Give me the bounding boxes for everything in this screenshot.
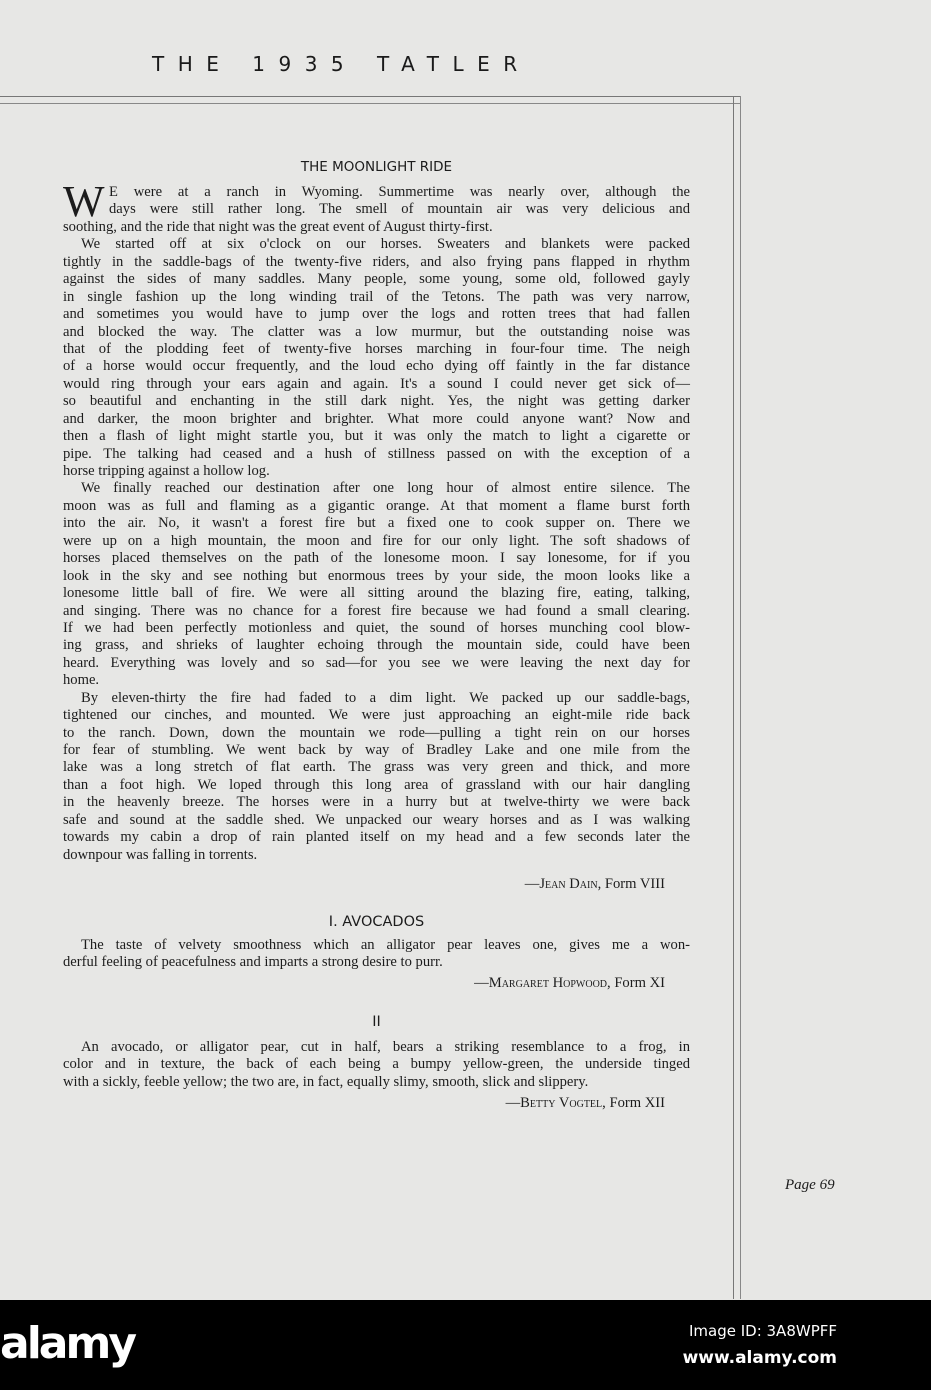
text-line: color and in texture, the back of each being a bumpy yellow-green, the underside tinged xyxy=(63,1056,690,1073)
text-line: If we had been perfectly motionless and quiet, the sound of horses munching cool blow- xyxy=(63,619,690,636)
text-line: in single fashion up the long winding trail of the Tetons. The path was very narrow, xyxy=(63,288,690,305)
text-line: towards my cabin a drop of rain planted itself on my head and a few seconds later the xyxy=(63,829,690,846)
text-line: days were still rather long. The smell of mountain air was very delicious and xyxy=(109,201,690,218)
text-line: E were at a ranch in Wyoming. Summertime was nearly over, although the xyxy=(109,184,690,200)
page-number: Page 69 xyxy=(785,1177,835,1193)
drop-cap: W xyxy=(63,177,105,226)
text-line: derful feeling of peacefulness and imparts a strong desire to purr. xyxy=(63,954,443,971)
text-line: in the heavenly breeze. The horses were in a hurry but at twelve-thirty we were back xyxy=(63,794,690,811)
text-line: with a sickly, feeble yellow; the two are, in fact, equally slimy, smooth, slick and slippery. xyxy=(63,1073,589,1090)
story-title-avocados: I. AVOCADOS xyxy=(328,914,425,930)
text-line: against the sides of many saddles. Many people, some young, some old, followed gayly xyxy=(63,271,690,288)
text-line: tightly in the saddle-bags of the twenty-five riders, and also frying pans flapped in rhythm xyxy=(63,253,690,270)
text-line: pipe. The talking had ceased and a hush of stillness passed on with the exception of a xyxy=(63,445,690,462)
text-line: lake was a long stretch of flat earth. The grass was very green and thick, and more xyxy=(63,759,690,776)
story-title-moonlight-ride: THE MOONLIGHT RIDE xyxy=(300,159,453,175)
author-name: —Margaret Hopwood xyxy=(474,975,608,991)
story-body-avocados-1 xyxy=(63,937,690,972)
text-line: and blocked the way. The clatter was a low murmur, but the outstanding noise was xyxy=(63,323,690,340)
author-form: , Form VIII xyxy=(597,876,665,892)
text-line: and singing. There was no chance for a forest fire because we had found a small clearing. xyxy=(63,602,690,619)
text-line: into the air. No, it wasn't a forest fire but a fixed one to cook supper on. There we xyxy=(63,515,690,532)
text-line: look in the sky and see nothing but enormous trees by your side, the moon looks like a xyxy=(63,567,690,584)
story-body-avocados-2 xyxy=(63,1039,690,1091)
author-name: —Betty Vogtel xyxy=(505,1095,603,1111)
page-frame-top-rule xyxy=(0,96,741,104)
text-line: By eleven-thirty the fire had faded to a dim light. We packed up our saddle-bags, xyxy=(81,689,690,706)
watermark-bar xyxy=(0,1300,931,1390)
text-line: horses placed themselves on the path of the lonesome moon. I say lonesome, for if you xyxy=(63,550,690,567)
alamy-logo: alamy xyxy=(0,1318,134,1369)
text-line: soothing, and the ride that night was the great event of August thirty-first. xyxy=(63,218,493,235)
text-line: An avocado, or alligator pear, cut in half, bears a striking resemblance to a frog, in xyxy=(81,1039,690,1055)
author-form: , Form XII xyxy=(602,1095,665,1111)
text-line: would ring through your ears again and again. It's a sound I could never get sick of— xyxy=(63,375,690,392)
text-line: lonesome little ball of fire. We were all sitting around the blazing fire, eating, talking, xyxy=(63,585,690,602)
text-line: and darker, the moon brighter and brighter. What more could anyone want? Now and xyxy=(63,410,690,427)
text-line: We started off at six o'clock on our horses. Sweaters and blankets were packed xyxy=(81,236,690,253)
author-name: —Jean Dain xyxy=(524,876,598,892)
text-line: then a flash of light might startle you, but it was only the match to light a cigarette or xyxy=(63,428,690,445)
text-line: heard. Everything was lovely and so sad—for you see we were leaving the next day for xyxy=(63,654,690,671)
author-signature xyxy=(525,876,665,893)
text-line: The taste of velvety smoothness which an alligator pear leaves one, gives me a won- xyxy=(81,937,690,953)
text-line: home. xyxy=(63,672,100,689)
text-line: ing grass, and shrieks of laughter echoing through the mountain side, could have been xyxy=(63,637,690,654)
text-line: horse tripping against a hollow log. xyxy=(63,463,270,479)
author-form: , Form XI xyxy=(607,975,665,991)
text-line: than a foot high. We loped through this long area of grassland with our hair dangling xyxy=(63,776,690,793)
text-line: to the ranch. Down, down the mountain we rode—pulling a tight rein on our horses xyxy=(63,724,690,741)
text-line: for fear of stumbling. We went back by way of Bradley Lake and one mile from the xyxy=(63,742,690,758)
text-line: moon was as full and flaming as a gigantic orange. At that moment a flame burst forth xyxy=(63,497,690,514)
author-signature xyxy=(474,975,665,992)
text-line: and sometimes you would have to jump over the logs and rotten trees that had fallen xyxy=(63,306,690,323)
text-line: so beautiful and enchanting in the still dark night. Yes, the night was getting darker xyxy=(63,393,690,410)
text-line: that of the plodding feet of twenty-five horses marching in four-four time. The neigh xyxy=(63,340,690,357)
text-line: We finally reached our destination after one long hour of almost entire silence. The xyxy=(81,480,690,497)
running-head: THE 1935 TATLER xyxy=(152,52,531,76)
story-body-moonlight-ride xyxy=(63,177,690,864)
author-signature xyxy=(506,1095,665,1112)
text-line: tightened our cinches, and mounted. We were just approaching an eight-mile ride back xyxy=(63,707,690,724)
text-line: were up on a high mountain, the moon and fire for our only light. The soft shadows of xyxy=(63,532,690,549)
watermark-url: www.alamy.com xyxy=(682,1348,837,1368)
page-frame-right-rule xyxy=(733,96,741,1299)
text-line: safe and sound at the saddle shed. We unpacked our weary horses and as I was walking xyxy=(63,811,690,828)
text-line: downpour was falling in torrents. xyxy=(63,846,258,863)
image-id: Image ID: 3A8WPFF xyxy=(688,1322,837,1340)
story-title-avocados-ii: II xyxy=(372,1014,381,1030)
text-line: of a horse would occur frequently, and the loud echo dying off faintly in the far distance xyxy=(63,358,690,375)
